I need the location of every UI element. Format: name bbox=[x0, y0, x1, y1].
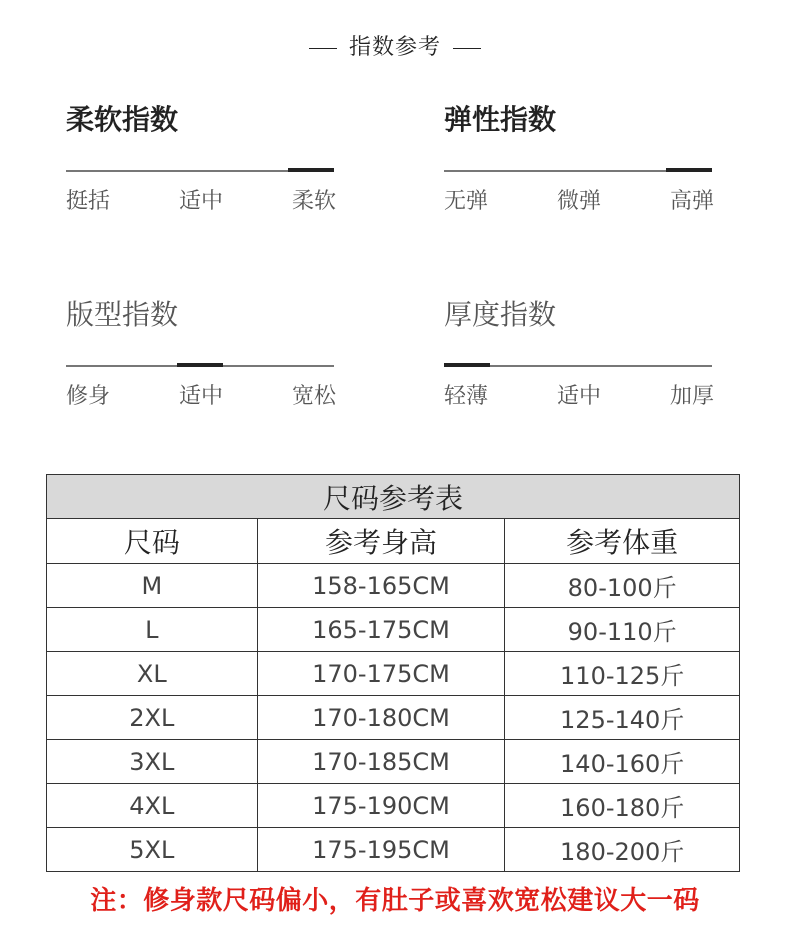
scale-label-low: 无弹 bbox=[444, 189, 489, 214]
index-thickness bbox=[444, 295, 714, 410]
cell-height: 170-175CM bbox=[257, 652, 505, 696]
table-row bbox=[47, 564, 740, 608]
scale-label-high: 宽松 bbox=[291, 384, 336, 409]
header-dash-left bbox=[309, 48, 337, 49]
cell-size: XL bbox=[47, 652, 258, 696]
index-scale-labels bbox=[444, 379, 714, 410]
scale-label-high: 柔软 bbox=[291, 189, 336, 214]
scale-label-low: 轻薄 bbox=[444, 384, 489, 409]
cell-height: 170-185CM bbox=[257, 740, 505, 784]
table-row bbox=[47, 740, 740, 784]
cell-weight: 180-200斤 bbox=[505, 828, 740, 872]
table-caption: 尺码参考表 bbox=[47, 475, 740, 519]
cell-weight: 110-125斤 bbox=[505, 652, 740, 696]
index-title: 柔软指数 bbox=[66, 103, 179, 136]
scale-label-mid: 适中 bbox=[178, 384, 223, 409]
cell-height: 165-175CM bbox=[257, 608, 505, 652]
size-advice-note: 注：修身款尺码偏小，有肚子或喜欢宽松建议大一码 bbox=[90, 886, 700, 916]
table-row bbox=[47, 652, 740, 696]
index-scale-labels bbox=[444, 184, 714, 215]
table-row bbox=[47, 784, 740, 828]
cell-size: M bbox=[47, 564, 258, 608]
index-scale-track bbox=[66, 170, 334, 172]
column-header-weight: 参考体重 bbox=[505, 519, 740, 564]
cell-size: 2XL bbox=[47, 696, 258, 740]
cell-size: L bbox=[47, 608, 258, 652]
index-scale-marker bbox=[666, 168, 712, 172]
cell-size: 5XL bbox=[47, 828, 258, 872]
scale-label-mid: 适中 bbox=[178, 189, 223, 214]
index-scale-track bbox=[444, 170, 712, 172]
cell-height: 175-195CM bbox=[257, 828, 505, 872]
table-caption-row bbox=[47, 475, 740, 519]
section-header bbox=[0, 30, 790, 61]
index-scale-labels bbox=[66, 379, 336, 410]
size-reference-table bbox=[46, 474, 740, 872]
cell-height: 175-190CM bbox=[257, 784, 505, 828]
column-header-size: 尺码 bbox=[47, 519, 258, 564]
table-row bbox=[47, 696, 740, 740]
cell-weight: 125-140斤 bbox=[505, 696, 740, 740]
column-header-height: 参考身高 bbox=[257, 519, 505, 564]
index-title: 弹性指数 bbox=[444, 103, 557, 136]
table-header-row bbox=[47, 519, 740, 564]
table-row bbox=[47, 608, 740, 652]
scale-label-low: 挺括 bbox=[66, 189, 111, 214]
scale-label-mid: 适中 bbox=[556, 384, 601, 409]
index-softness bbox=[66, 100, 336, 215]
index-scale-track bbox=[444, 365, 712, 367]
scale-label-high: 加厚 bbox=[669, 384, 714, 409]
index-scale-track bbox=[66, 365, 334, 367]
cell-weight: 160-180斤 bbox=[505, 784, 740, 828]
cell-weight: 90-110斤 bbox=[505, 608, 740, 652]
cell-size: 3XL bbox=[47, 740, 258, 784]
index-scale-marker bbox=[177, 363, 223, 367]
index-scale-marker bbox=[288, 168, 334, 172]
cell-height: 158-165CM bbox=[257, 564, 505, 608]
cell-weight: 140-160斤 bbox=[505, 740, 740, 784]
index-fit bbox=[66, 295, 336, 410]
index-scale-labels bbox=[66, 184, 336, 215]
table-row bbox=[47, 828, 740, 872]
scale-label-low: 修身 bbox=[66, 384, 111, 409]
header-title: 指数参考 bbox=[348, 35, 441, 60]
index-scale-marker bbox=[444, 363, 490, 367]
index-title: 厚度指数 bbox=[444, 298, 557, 331]
scale-label-high: 高弹 bbox=[669, 189, 714, 214]
cell-size: 4XL bbox=[47, 784, 258, 828]
index-elasticity bbox=[444, 100, 714, 215]
header-dash-right bbox=[453, 48, 481, 49]
cell-height: 170-180CM bbox=[257, 696, 505, 740]
scale-label-mid: 微弹 bbox=[556, 189, 601, 214]
index-title: 版型指数 bbox=[66, 298, 179, 331]
cell-weight: 80-100斤 bbox=[505, 564, 740, 608]
